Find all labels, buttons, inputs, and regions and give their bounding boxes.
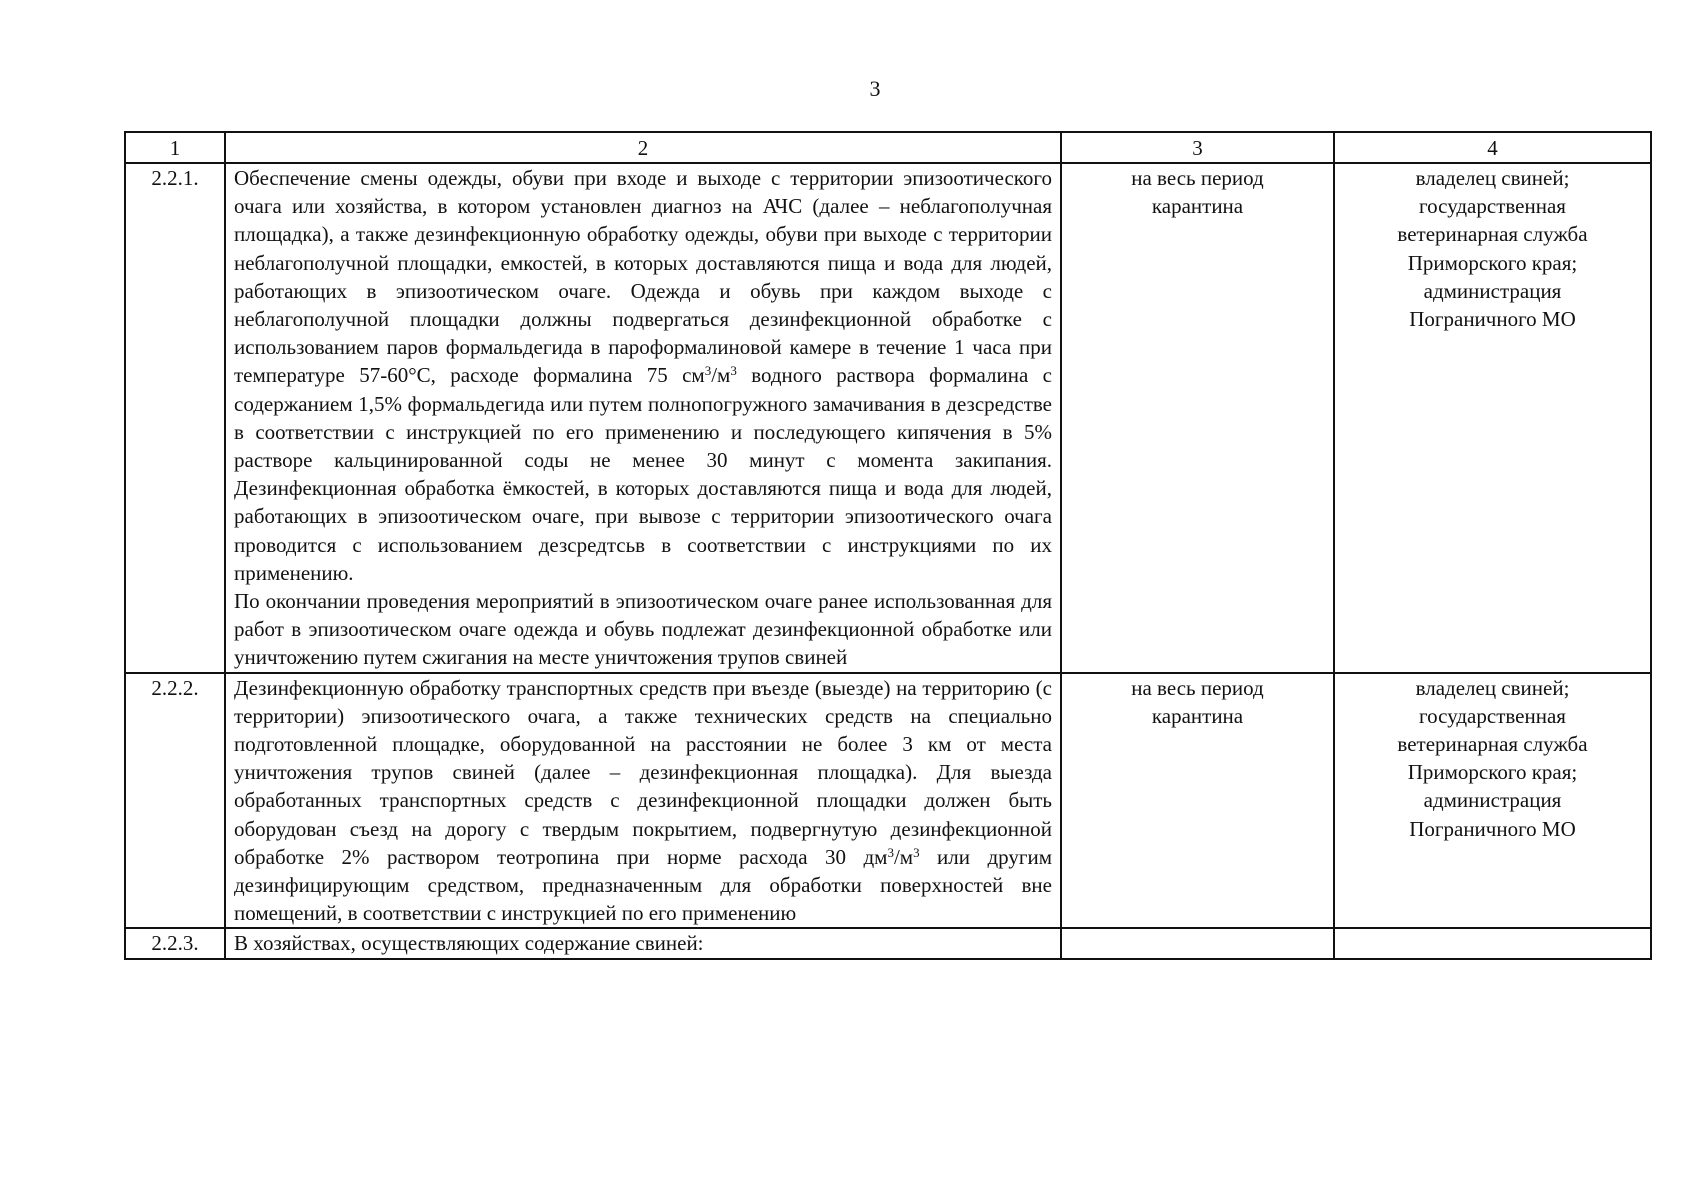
measure-description bbox=[225, 673, 1061, 929]
description-paragraph: Дезинфекционную обработку транспортных средств при въезде (выезде) на территорию (с территории) эпизоотического очага, а также технических средств на специально подготовленной площадке, оборудованной на расстоянии не более 3 км от места уничтожения трупов свиней (далее – дезинфекционная площадка). Для выезда обработанных транспортных средств с дезинфекционной площадки должен быть оборудован съезд на дорогу с твердым покрытием, подвергнутую дезинфекционной обработке 2% раствором теотропина при норме расхода 30 $дм^3/м^3$ или другим дезинфицирующим средством, предназначенным для обработки поверхностей вне помещений, в соответствии с инструкцией по его применению bbox=[234, 675, 1052, 926]
measure-description: В хозяйствах, осуществляющих содержание свиней: bbox=[225, 928, 1061, 958]
table-header-row bbox=[125, 132, 1651, 163]
period-cell: на весь период карантина bbox=[1061, 163, 1334, 673]
row-number: 2.2.1. bbox=[125, 163, 225, 673]
responsible-cell: владелец свиней; государственная ветеринарная служба Приморского края; администрация Пограничного МО bbox=[1334, 673, 1651, 929]
description-paragraph: По окончании проведения мероприятий в эпизоотическом очаге ранее использованная для работ в эпизоотическом очаге одежда и обувь подлежат дезинфекционной обработке или уничтожению путем сжигания на месте уничтожения трупов свиней bbox=[234, 589, 1052, 670]
page-number: 3 bbox=[869, 76, 881, 101]
header-col-4: 4 bbox=[1334, 132, 1651, 163]
measures-table bbox=[124, 131, 1652, 960]
header-col-2: 2 bbox=[225, 132, 1061, 163]
description-paragraph: Обеспечение смены одежды, обуви при входе и выходе с территории эпизоотического очага или хозяйства, в котором установлен диагноз на АЧС (далее – неблагополучная площадка), а также дезинфекционную обработку одежды, обуви при выходе с территории неблагополучной площадки, емкостей, в которых доставляются пища и вода для людей, работающих в эпизоотическом очаге. Одежда и обувь при каждом выходе с неблагополучной площадки должны подвергаться дезинфекционной обработке с использованием паров формальдегида в пароформалиновой камере в течение 1 часа при температуре 57-60°С, расходе формалина 75 $см^3/м^3$ водного раствора формалина с содержанием 1,5% формальдегида или путем полнопогружного замачивания в дезсредстве в соответствии с инструкцией по его применению и последующего кипячения в 5% растворе кальцинированной соды не менее 30 минут с момента закипания. Дезинфекционная обработка ёмкостей, в которых доставляются пища и вода для людей, работающих в эпизоотическом очаге, при вывозе с территории эпизоотического очага проводится с использованием дезсредтсьв в соответствии с инструкциями по их применению. bbox=[234, 166, 1052, 585]
responsible-cell bbox=[1334, 928, 1651, 958]
table-row bbox=[125, 163, 1651, 673]
period-cell: на весь период карантина bbox=[1061, 673, 1334, 929]
period-cell bbox=[1061, 928, 1334, 958]
table-row bbox=[125, 673, 1651, 929]
table-row bbox=[125, 928, 1651, 958]
row-number: 2.2.3. bbox=[125, 928, 225, 958]
header-col-1: 1 bbox=[125, 132, 225, 163]
row-number: 2.2.2. bbox=[125, 673, 225, 929]
responsible-cell: владелец свиней; государственная ветеринарная служба Приморского края; администрация Пограничного МО bbox=[1334, 163, 1651, 673]
header-col-3: 3 bbox=[1061, 132, 1334, 163]
measure-description bbox=[225, 163, 1061, 673]
